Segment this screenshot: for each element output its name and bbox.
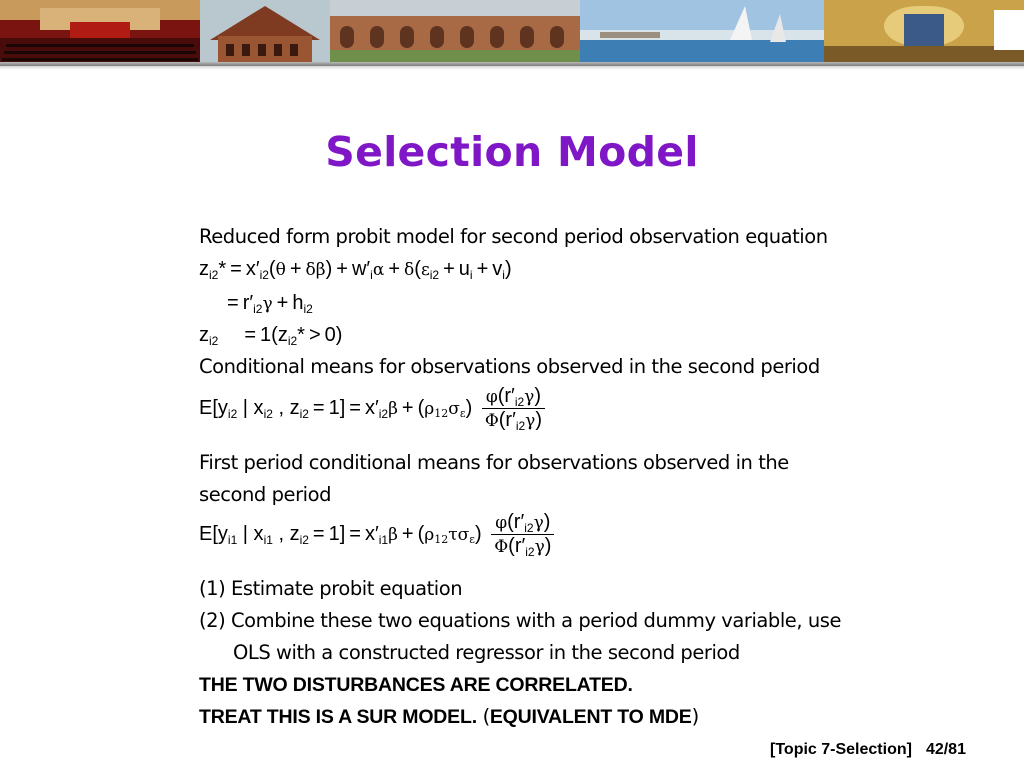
mills-ratio-fraction: $\frac{\varphi(r'_{i2}\gamma)}{\Phi(r'_{i2}\gamma)}$ [491, 511, 554, 558]
campus-building-photo [200, 0, 330, 68]
paren-close: ) [691, 705, 699, 728]
auditorium-photo [0, 0, 200, 68]
text-line-first-period-b: second period [199, 483, 332, 506]
cloister-photo [330, 0, 580, 68]
text-line-conditional-means: Conditional means for observations observed in the second period [199, 355, 820, 378]
step-combine-equations-a: (2) Combine these two equations with a period dummy variable, use [199, 609, 842, 632]
step-estimate-probit: (1) Estimate probit equation [199, 577, 463, 600]
equation-reduced-form: = $r'_{i2}\gamma + h_{i2}$ [227, 292, 313, 316]
paren-open: ( [476, 705, 490, 728]
slide-title: Selection Model [325, 128, 699, 176]
equation-first-period-mean: $E[y_{i1}$ | $x_{i1}$ , $z_{i2} = 1] = x'_{i1}\beta + (\rho 12\tau\sigma\varepsilon)$ $\frac{\varphi(r'_{i2}\gamma)}{\Phi(r'_{i2}\gamma)}$ [199, 512, 554, 559]
equation-latent-z: $z_{i2}* = x'_{i2}(\theta + \delta\beta) + w'_i\alpha + \delta(\varepsilon_{i2} + u_i + v_i)$ [199, 258, 512, 282]
equation-indicator: $z_{i2} = 1(z_{i2}* > 0)$ [199, 324, 343, 348]
photo-banner [0, 0, 1024, 68]
chapel-interior-photo [824, 0, 1024, 68]
note-mde-text: EQUIVALENT TO MDE [489, 706, 692, 728]
lake-sailboats-photo [580, 0, 824, 68]
page-number: 42/81 [925, 741, 966, 758]
note-sur-model [199, 702, 699, 732]
text-line-intro: Reduced form probit model for second period observation equation [199, 225, 828, 248]
mills-ratio-fraction: $\frac{\varphi(r'_{i2}\gamma)}{\Phi(r'_{i2}\gamma)}$ [482, 385, 545, 432]
slide-footer [770, 741, 966, 759]
equation-second-period-mean: $E[y_{i2}$ | $x_{i2}$ , $z_{i2} = 1] = x'_{i2}\beta + (\rho 12\sigma\varepsilon)$ $\frac{\varphi(r'_{i2}\gamma)}{\Phi(r'_{i2}\gamma)}$ [199, 386, 545, 433]
step-combine-equations-b: OLS with a constructed regressor in the second period [233, 641, 740, 664]
text-line-first-period-a: First period conditional means for observations observed in the [199, 451, 789, 474]
banner-shadow [0, 66, 1024, 70]
note-disturbances-correlated: THE TWO DISTURBANCES ARE CORRELATED. [199, 674, 633, 696]
footer-topic: [Topic 7-Selection] [770, 741, 912, 758]
note-sur-text: TREAT THIS IS A SUR MODEL. [199, 706, 477, 728]
